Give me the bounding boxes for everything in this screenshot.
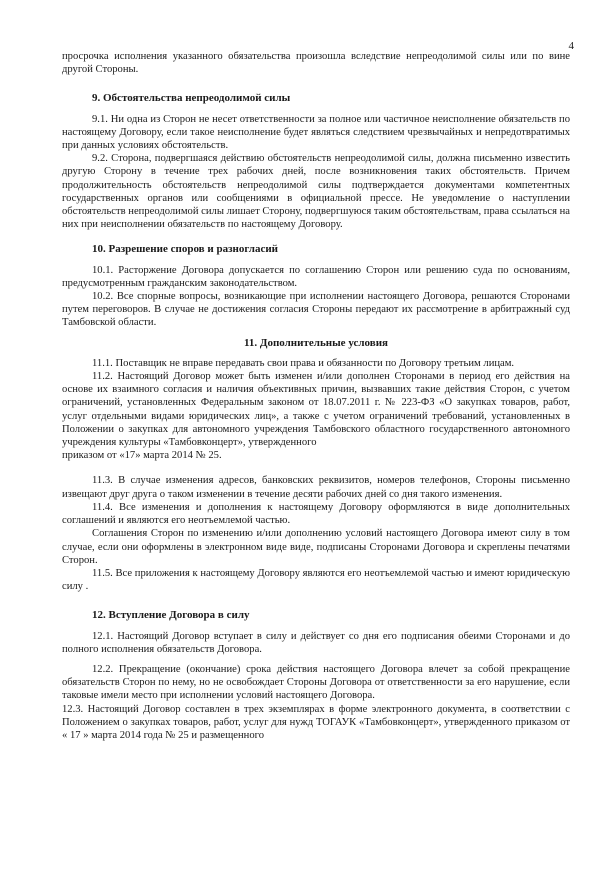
section-9-title: 9. Обстоятельства непреодолимой силы xyxy=(92,92,291,105)
paragraph-11-1: 11.1. Поставщик не вправе передавать свои права и обязанности по Договору третьим лицам. xyxy=(92,357,515,369)
paragraph-11-3: 11.3. В случае изменения адресов, банковских реквизитов, номеров телефонов, Стороны письменно извещают друг друга о таком изменении в течение десяти рабочих дней со дня такого изменения. xyxy=(62,475,570,500)
paragraph-11-2: 11.2. Настоящий Договор может быть изменен и/или дополнен Сторонами в период его действия на основе их взаимного согласия и наличия объективных причин, вызвавших такие действия Сторон, с учетом ограничений, установленных Федеральным законом от 18.07.2011 г. № 223-ФЗ «О закупках товаров, работ, услуг отдельными видами юридических лиц», а также с учетом ограничений требований, установленных в Положении о закупках для автономного учреждения Тамбовского областного государственного автономного учреждения культуры «Тамбовконцерт», утвержденного xyxy=(62,371,570,449)
paragraph-11-2-tail: приказом от «17» марта 2014 № 25. xyxy=(62,450,222,462)
page-number: 4 xyxy=(568,40,574,52)
paragraph-9-1: 9.1. Ни одна из Сторон не несет ответственности за полное или частичное неисполнение обязательств по настоящему Договору, если такое неисполнение будет являться следствием чрезвычайных и непредотвратимых при данных условиях обстоятельств. xyxy=(62,113,570,152)
paragraph-10-2: 10.2. Все спорные вопросы, возникающие при исполнении настоящего Договора, решаются Сторонами путем переговоров. В случае не достижения согласия Стороны передают их рассмотрение в арбитражный суд Тамбовской области. xyxy=(62,291,570,329)
paragraph-11-4: 11.4. Все изменения и дополнения к настоящему Договору оформляются в виде дополнительных соглашений и являются его неотъемлемой частью. xyxy=(62,501,570,527)
document-body xyxy=(62,50,570,742)
section-10-title: 10. Разрешение споров и разногласий xyxy=(92,243,279,256)
paragraph-12-1: 12.1. Настоящий Договор вступает в силу и действует со дня его подписания обеими Сторонами и до полного исполнения обязательств Договора. xyxy=(62,630,570,655)
section-12-title: 12. Вступление Договора в силу xyxy=(92,609,250,622)
intro-paragraph: просрочка исполнения указанного обязательства произошла вследствие непреодолимой силы или по вине другой Стороны. xyxy=(62,51,570,76)
section-11-title: 11. Дополнительные условия xyxy=(243,336,388,349)
paragraph-11-4-agreements: Соглашения Сторон по изменению и/или дополнению условий настоящего Договора имеют силу в том случае, если они оформлены в электронном виде виде, подписаны Сторонами Договора и скреплены печатями Сторон. xyxy=(62,528,570,566)
paragraph-9-2: 9.2. Сторона, подвергшаяся действию обстоятельств непреодолимой силы, должна письменно известить другую Сторону в течение трех рабочих дней, после возникновения таких обстоятельств. Причем продолжительность обстоятельств непреодолимой силы подтверждается документами компетентных государственных органов или сообщениями в официальной прессе. Не уведомление о наступлении обстоятельств непреодолимой силы лишает Сторону, подвергшуюся таким обстоятельствам, права ссылаться на них при неисполнении обязательств по настоящему Договору. xyxy=(62,153,570,231)
paragraph-12-2: 12.2. Прекращение (окончание) срока действия настоящего Договора влечет за собой прекращение обязательств Сторон по нему, но не освобождает Стороны Договора от ответственности за его нарушение, если таковые имели место при исполнении условий настоящего Договора. xyxy=(62,663,570,702)
paragraph-10-1: 10.1. Расторжение Договора допускается по соглашению Сторон или решению суда по основаниям, предусмотренным гражданским законодательством. xyxy=(62,264,570,289)
paragraph-11-5: 11.5. Все приложения к настоящему Договору являются его неотъемлемой частью и имеют юридическую силу . xyxy=(62,567,570,593)
paragraph-12-3: 12.3. Настоящий Договор составлен в трех экземплярах в форме электронного документа, в соответствии с Положением о закупках товаров, работ, услуг для нужд ТОГАУК «Тамбовконцерт», утвержденного приказом от « 17 » марта 2014 года № 25 и размещенного xyxy=(62,703,570,741)
